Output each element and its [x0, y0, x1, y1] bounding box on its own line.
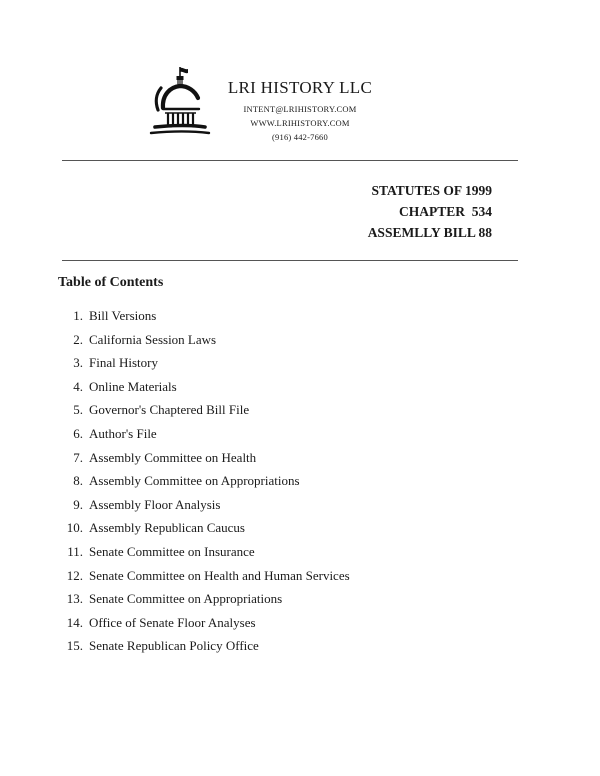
- toc-item: [58, 424, 350, 448]
- toc-list: [58, 306, 350, 660]
- capitol-dome-icon: [143, 64, 215, 142]
- toc-item: [58, 306, 350, 330]
- toc-item-number: 2.: [73, 331, 83, 347]
- toc-item-label: Author's File: [89, 425, 157, 441]
- statute-chapter: CHAPTER 534: [398, 204, 492, 219]
- toc-item-label: Office of Senate Floor Analyses: [89, 614, 256, 630]
- divider-bottom: [62, 260, 518, 261]
- toc-item-label: Bill Versions: [89, 308, 157, 323]
- toc-item-label: Assembly Republican Caucus: [89, 520, 245, 536]
- statute-block: [368, 180, 492, 243]
- toc-item-label: Senate Committee on Health and Human Services: [89, 567, 350, 583]
- toc-item-label: California Session Laws: [89, 331, 217, 347]
- toc-item: [58, 566, 350, 590]
- toc-item-label: Governor's Chaptered Bill File: [89, 402, 250, 418]
- toc-item-label: Senate Committee on Insurance: [89, 543, 255, 559]
- toc-item-label: Senate Republican Policy Office: [89, 638, 259, 654]
- toc-item: [58, 613, 350, 637]
- toc-item-number: 14.: [66, 614, 83, 630]
- company-name: LRI HISTORY LLC: [227, 78, 373, 97]
- toc-item-number: 3.: [73, 355, 83, 371]
- toc-item: [58, 636, 350, 660]
- toc-item-label: Senate Committee on Appropriations: [89, 591, 283, 607]
- toc-item-number: 9.: [73, 496, 83, 512]
- toc-item-number: 6.: [73, 425, 83, 441]
- toc-item: [58, 400, 350, 424]
- toc-item: [58, 518, 350, 542]
- toc-item-label: Final History: [89, 355, 158, 371]
- toc-item: [58, 377, 350, 401]
- toc-item-number: 5.: [73, 402, 83, 418]
- toc-item-number: 1.: [73, 308, 83, 323]
- statute-bill: ASSEMLLY BILL 88: [367, 225, 492, 240]
- toc-item: [58, 542, 350, 566]
- toc-item: [58, 353, 350, 377]
- toc-item-label: Assembly Committee on Health: [89, 449, 257, 465]
- toc-item-label: Assembly Committee on Appropriations: [89, 473, 300, 489]
- toc-item: [58, 448, 350, 472]
- toc-item: [58, 471, 350, 495]
- statute-year: STATUTES OF 1999: [371, 183, 492, 198]
- toc-item-number: 10.: [66, 520, 83, 536]
- company-phone: (916) 442-7660: [272, 132, 328, 142]
- toc-item-label: Assembly Floor Analysis: [89, 496, 221, 512]
- toc-item-number: 7.: [73, 449, 83, 465]
- toc-item: [58, 495, 350, 519]
- toc-heading: Table of Contents: [58, 275, 164, 290]
- toc-item: [58, 330, 350, 354]
- company-email: INTENT@LRIHISTORY.COM: [243, 104, 357, 114]
- toc-item: [58, 589, 350, 613]
- company-website: WWW.LRIHISTORY.COM: [250, 118, 350, 128]
- toc-item-number: 4.: [73, 378, 83, 394]
- toc-item-number: 13.: [66, 591, 83, 607]
- toc-item-number: 12.: [66, 567, 83, 583]
- toc-item-number: 15.: [66, 638, 83, 654]
- divider-top: [62, 160, 518, 161]
- letterhead: [220, 78, 380, 144]
- toc-item-label: Online Materials: [89, 378, 177, 394]
- toc-item-number: 11.: [67, 543, 83, 559]
- toc-item-number: 8.: [73, 473, 83, 489]
